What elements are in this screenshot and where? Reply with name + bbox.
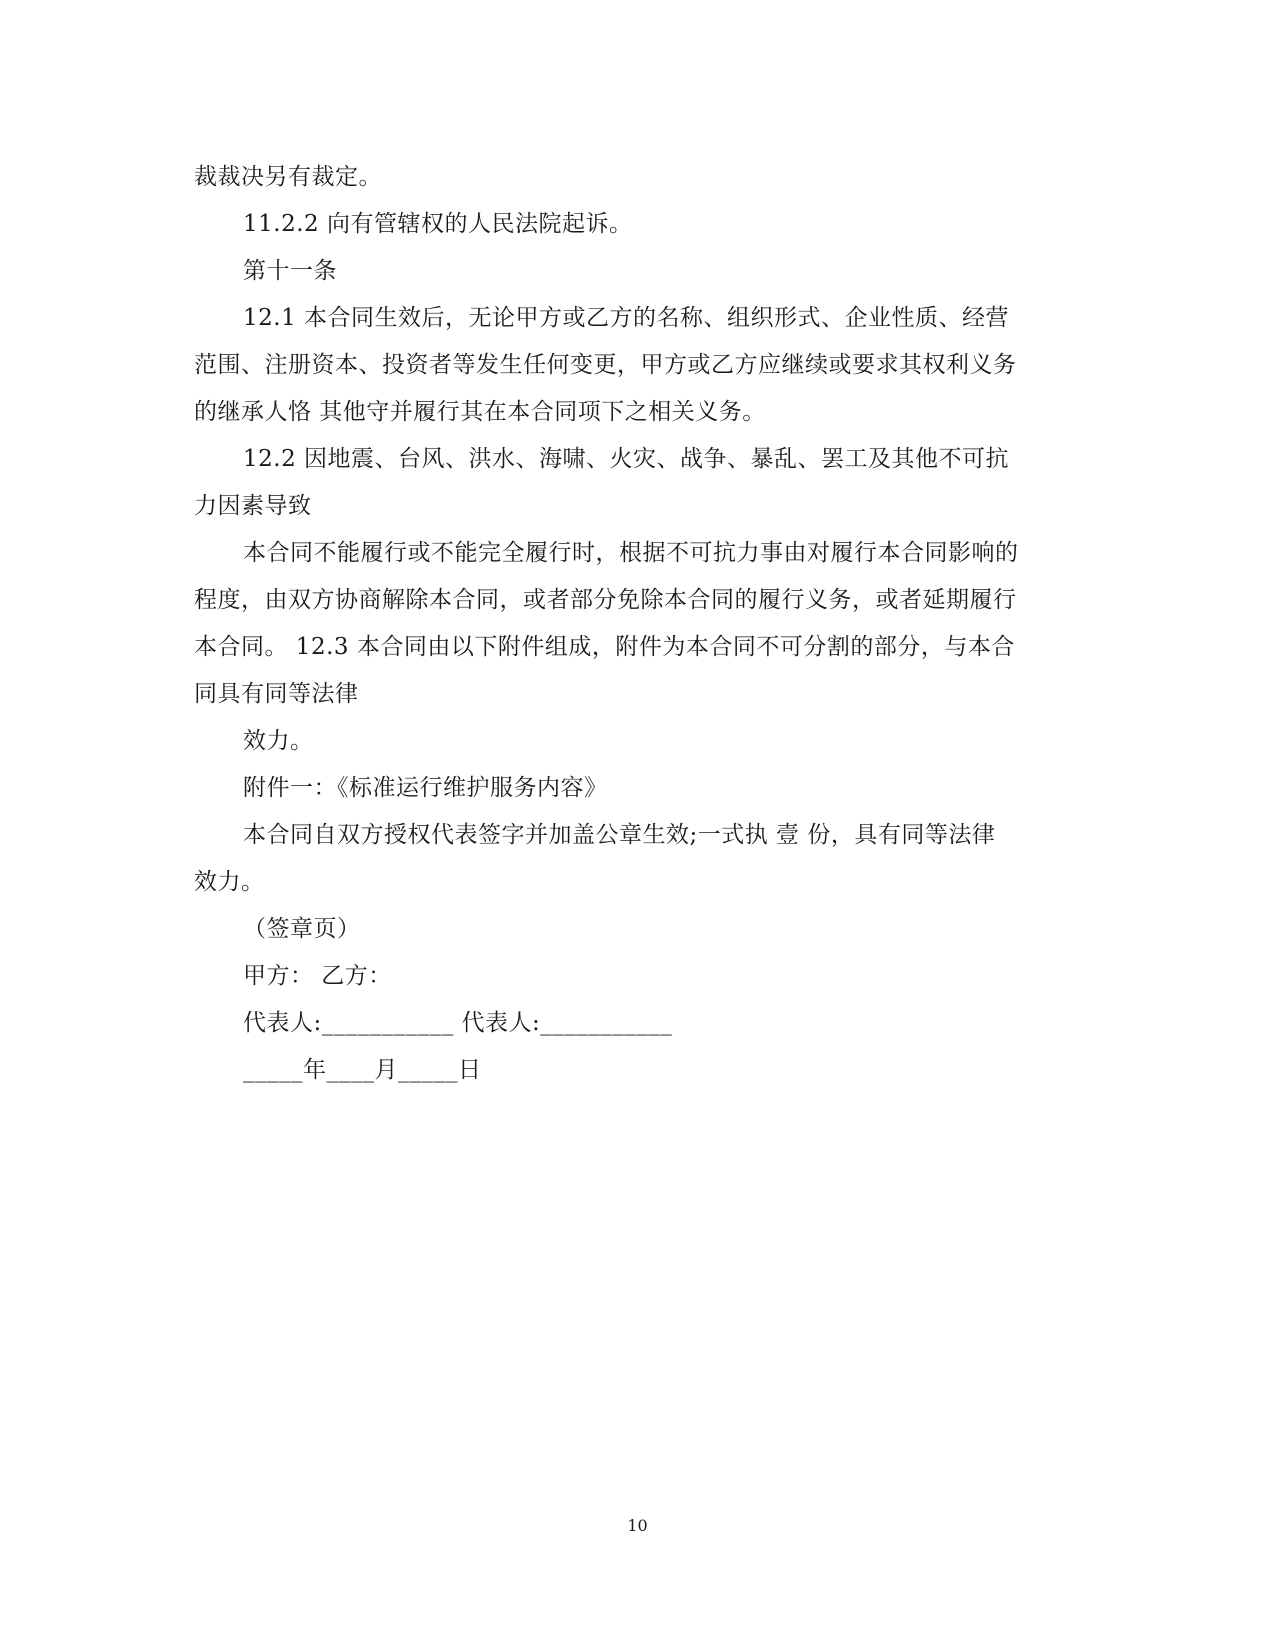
text-line: 本合同不能履行或不能完全履行时，根据不可抗力事由对履行本合同影响的: [243, 540, 1019, 566]
text-line: 11.2.2 向有管辖权的人民法院起诉。: [243, 211, 633, 237]
text-line: 程度，由双方协商解除本合同，或者部分免除本合同的履行义务，或者延期履行: [194, 587, 1017, 613]
text-line: 效力。: [194, 869, 265, 895]
text-line: 12.2 因地震、台风、洪水、海啸、火灾、战争、暴乱、罢工及其他不可抗: [243, 446, 1010, 472]
text-line: 12.1 本合同生效后，无论甲方或乙方的名称、组织形式、企业性质、经营: [243, 305, 1010, 331]
text-line: 力因素导致: [194, 493, 312, 519]
parties-line: 甲方： 乙方：: [243, 963, 392, 989]
text-line: 范围、注册资本、投资者等发生任何变更，甲方或乙方应继续或要求其权利义务: [194, 352, 1017, 378]
representative-line: 代表人:___________ 代表人:___________: [243, 1010, 673, 1036]
text-line: 的继承人恪 其他守并履行其在本合同项下之相关义务。: [194, 399, 766, 425]
text-line: 本合同。 12.3 本合同由以下附件组成，附件为本合同不可分割的部分，与本合: [194, 634, 1015, 660]
date-line: _____年____月_____日: [243, 1057, 482, 1083]
text-line: 效力。: [243, 728, 314, 754]
annex-line: 附件一：《标准运行维护服务内容》: [243, 775, 608, 801]
page-number: 10: [627, 1516, 648, 1535]
text-line: 本合同自双方授权代表签字并加盖公章生效;一式执 壹 份，具有同等法律: [243, 822, 996, 848]
article-heading: 第十一条: [243, 258, 337, 284]
text-line: 裁裁决另有裁定。: [194, 164, 382, 190]
text-line: 同具有同等法律: [194, 681, 359, 707]
signature-page-label: （签章页）: [243, 916, 361, 942]
